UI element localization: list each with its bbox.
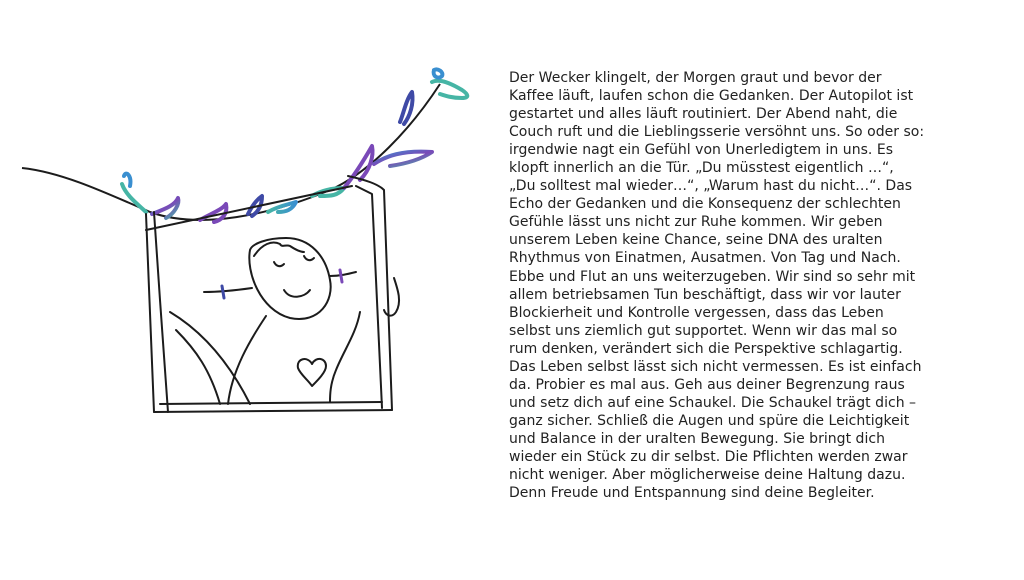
story-line: unserem Leben keine Chance, seine DNA des uralten bbox=[509, 232, 883, 249]
story-line: Gefühle lässt uns nicht zur Ruhe kommen. Wir geben bbox=[509, 214, 883, 231]
story-line: und Balance in der uralten Bewegung. Sie bringt dich bbox=[509, 430, 885, 447]
story-line: da. Probier es mal aus. Geh aus deiner Begrenzung raus bbox=[509, 376, 905, 393]
story-line: irgendwie nagt ein Gefühl von Unerledigtem in uns. Es bbox=[509, 142, 894, 159]
story-line: Blockierheit und Kontrolle vergessen, dass das Leben bbox=[509, 304, 884, 321]
story-line: Denn Freude und Entspannung sind deine Begleiter. bbox=[509, 485, 875, 502]
swing-illustration bbox=[0, 0, 500, 576]
heart-icon bbox=[298, 359, 326, 386]
story-line: Echo der Gedanken und die Konsequenz der schlechten bbox=[509, 196, 901, 213]
story-line: Couch ruft und die Lieblingsserie versöhnt uns. So oder so: bbox=[509, 124, 925, 141]
story-line: und setz dich auf eine Schaukel. Die Schaukel trägt dich – bbox=[509, 394, 917, 411]
story-line: klopft innerlich an die Tür. „Du müsstest eigentlich …“, bbox=[509, 160, 894, 177]
story-line: Rhythmus von Einatmen, Ausatmen. Von Tag und Nach. bbox=[509, 250, 901, 267]
garland-string bbox=[22, 84, 440, 220]
story-line: Der Wecker klingelt, der Morgen graut und bevor der bbox=[509, 70, 882, 86]
story-line: ganz sicher. Schließ die Augen und spüre die Leichtigkeit bbox=[509, 412, 910, 429]
story-text bbox=[509, 69, 999, 502]
story-line: selbst uns ziemlich gut supportet. Wenn wir das mal so bbox=[509, 322, 898, 339]
story-line: gestartet und alles läuft routiniert. Der Abend naht, die bbox=[509, 106, 898, 123]
story-line: wieder ein Stück zu dir selbst. Die Pflichten werden zwar bbox=[509, 448, 908, 465]
story-line: Ebbe und Flut an uns weiterzugeben. Wir sind so sehr mit bbox=[509, 268, 916, 285]
story-line: rum denken, verändert sich die Perspektive schlagartig. bbox=[509, 340, 903, 357]
story-line: nicht weniger. Aber möglicherweise deine Haltung dazu. bbox=[509, 467, 906, 484]
story-line: Kaffee läuft, laufen schon die Gedanken. Der Autopilot ist bbox=[509, 88, 914, 105]
smiling-face-icon bbox=[170, 238, 399, 404]
story-line: allem betriebsamen Tun beschäftigt, dass wir vor lauter bbox=[509, 286, 901, 303]
story-line: Das Leben selbst lässt sich nicht vermessen. Es ist einfach bbox=[509, 358, 922, 375]
story-line: „Du solltest mal wieder…“, „Warum hast du nicht…“. Das bbox=[509, 178, 913, 195]
